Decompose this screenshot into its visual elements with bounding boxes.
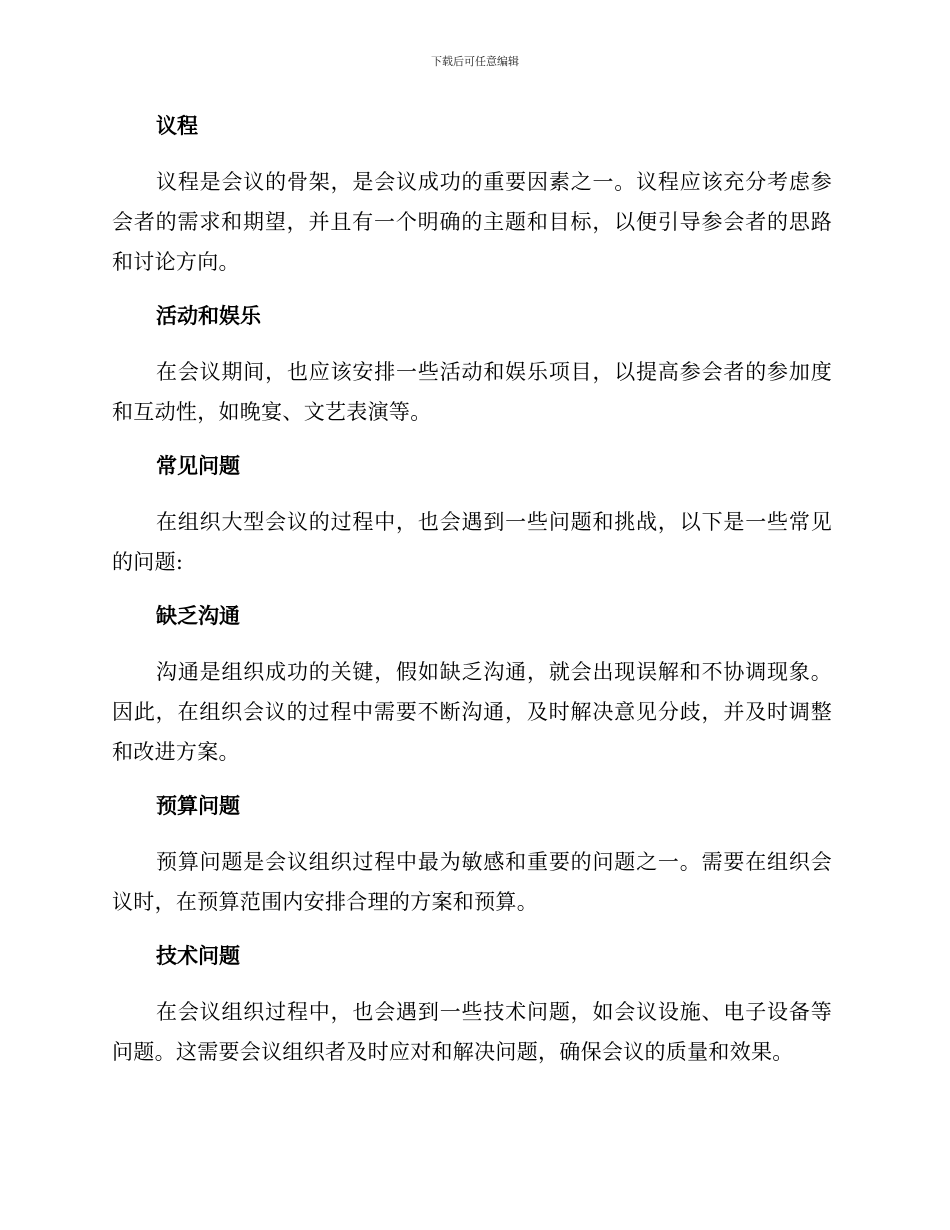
section-title: 常见问题 — [156, 454, 240, 478]
section-budget — [112, 786, 832, 936]
section-technical — [112, 936, 832, 1072]
section-paragraph: 议程是会议的骨架，是会议成功的重要因素之一。议程应该充分考虑参会者的需求和期望，并且有一个明确的主题和目标，以便引导参会者的思路和讨论方向。 — [112, 170, 832, 274]
section-title: 技术问题 — [156, 944, 240, 968]
section-paragraph: 在会议期间，也应该安排一些活动和娱乐项目，以提高参会者的参加度和互动性，如晚宴、文艺表演等。 — [112, 360, 832, 424]
section-title: 活动和娱乐 — [156, 304, 261, 328]
section-paragraph: 沟通是组织成功的关键，假如缺乏沟通，就会出现误解和不协调现象。因此，在组织会议的过程中需要不断沟通，及时解决意见分歧，并及时调整和改进方案。 — [112, 660, 832, 764]
section-paragraph: 在组织大型会议的过程中，也会遇到一些问题和挑战，以下是一些常见的问题: — [112, 510, 832, 574]
section-title: 预算问题 — [156, 794, 240, 818]
section-activities — [112, 296, 832, 446]
section-paragraph: 在会议组织过程中，也会遇到一些技术问题，如会议设施、电子设备等问题。这需要会议组织者及时应对和解决问题，确保会议的质量和效果。 — [112, 1000, 832, 1064]
section-title: 议程 — [156, 114, 198, 138]
section-communication — [112, 596, 832, 786]
section-common-issues — [112, 446, 832, 596]
section-title: 缺乏沟通 — [156, 604, 240, 628]
page-header: 下载后可任意编辑 — [431, 55, 519, 68]
document-body — [112, 106, 832, 1072]
section-paragraph: 预算问题是会议组织过程中最为敏感和重要的问题之一。需要在组织会议时，在预算范围内安排合理的方案和预算。 — [112, 850, 832, 914]
section-agenda — [112, 106, 832, 296]
